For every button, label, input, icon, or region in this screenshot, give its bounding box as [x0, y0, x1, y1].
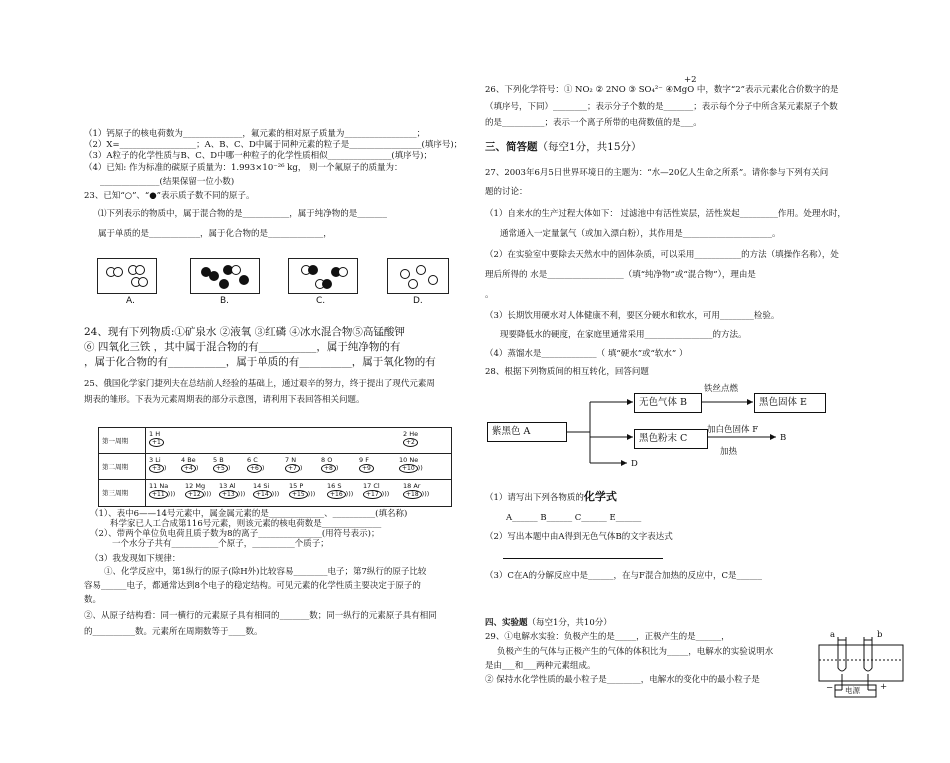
- element-cell: 4 Be +4 ): [181, 456, 199, 472]
- flow-node-e: 黑色固体 E: [754, 393, 826, 413]
- element-cell: 15 P +15 ))): [289, 482, 316, 498]
- q22-line-1: （1）钙原子的核电荷数为______________，氟元素的相对原子质量为_________________；: [84, 129, 426, 139]
- element-cell: 2 He +2: [403, 430, 419, 446]
- q28-part-2: （2）写出本题中由A得到无色气体B的文字表达式: [485, 532, 673, 542]
- period-1-label: 第一周期: [102, 437, 128, 445]
- q25-answer-1: （1）、表中6——14号元素中，属金属元素的是_____________、__________(填名称): [90, 509, 408, 519]
- q27-line-6: 理后所得的 水是__________________（填“纯净物”或“混合物”），理由是: [485, 270, 756, 280]
- q29-line-1: 29、①电解水实验：负极产生的是_____，正极产生的是______，: [485, 632, 730, 642]
- q25-answer-2b: 一个水分子共有___________个原子，__________个质子；: [112, 539, 329, 549]
- element-cell: 16 S +16 ))): [327, 482, 354, 498]
- plus-terminal: +: [880, 682, 888, 692]
- section-3-heading: 三、简答题（每空1分，共15分）: [485, 141, 642, 153]
- q27-line-10: （4）蒸馏水是_____________（ 填“硬水”或“软水” ）: [485, 349, 688, 359]
- q27-line-8: （3）长期饮用硬水对人体健康不利，要区分硬水和软水，可用________检验。: [485, 311, 780, 321]
- flow-label-add: 加白色固体 F: [707, 425, 759, 435]
- q25-rule-5: 的__________数。元素所在周期数等于____数。: [84, 627, 263, 637]
- element-cell: 13 Al +13 ))): [219, 482, 246, 498]
- q22-line-2: （2）X=__________________；A、B、C、D中属于同种元素的粒子是_________________(填序号)；: [84, 140, 463, 150]
- element-cell: 9 F +9: [359, 457, 374, 473]
- q25-rule-3: 数。: [84, 595, 102, 605]
- q28-part-3: （3）C在A的分解反应中是______，在与F混合加热的反应中，C是______: [485, 571, 762, 581]
- element-cell: 7 N +7 ): [285, 456, 303, 472]
- element-cell: 6 C +6 ): [247, 456, 265, 472]
- q25-line-1: 25、俄国化学家门捷列夫在总结前人经验的基础上，通过艰辛的努力，终于提出了现代元素周: [84, 379, 435, 389]
- q25-answer-2: （2）、带两个单位负电荷且质子数为8的离子_______________(用符号表示)；: [90, 529, 380, 539]
- flow-node-a: 紫黑色 A: [487, 422, 567, 442]
- q26-line-2: （填序号，下同）________；表示分子个数的是_______；表示每个分子中所含某元素原子个数: [485, 102, 838, 112]
- tube-a-label: a: [830, 630, 836, 640]
- flow-node-b-2: B: [780, 433, 787, 443]
- period-3-label: 第三周期: [102, 489, 128, 497]
- q24-line-2: ⑥ 四氧化三铁 ，其中属于混合物的有___________，属于纯净物的有: [84, 341, 401, 353]
- q26-line-1: 26、下列化学符号：① NO₂ ② 2NO ③ SO₄²⁻ ④MgO 中，数字“2”表示元素化合价数字的是: [485, 85, 839, 95]
- q27-line-4: 通常通入一定量氯气（或加入漂白粉），其作用是_____________________。: [500, 229, 781, 239]
- q23-line-2: 属于单质的是____________，属于化合物的是_____________，: [98, 229, 332, 239]
- element-cell: 3 Li +3 ): [149, 456, 167, 472]
- flow-node-c: 黑色粉末 C: [634, 429, 708, 449]
- q22-line-3: （3）A粒子的化学性质与B、C、D中哪一种粒子的化学性质相似_______________(填序号)；: [84, 151, 432, 161]
- element-cell: 10 Ne +10 )): [399, 456, 423, 472]
- q24-line-1: 24、现有下列物质:①矿泉水 ②液氧 ③红磷 ④冰水混合物⑤高锰酸钾: [84, 326, 405, 338]
- flow-label-fire: 铁丝点燃: [704, 384, 739, 394]
- element-cell: 5 B +5 ): [213, 456, 231, 472]
- q25-line-2: 期表的雏形。下表为元素周期表的部分示意图，请利用下表回答相关问题。: [84, 395, 365, 405]
- q25-rule-1: ①、化学反应中，第1纵行的原子(除H外)比较容易________电子；第7纵行的原子比较: [104, 567, 427, 577]
- valence-superscript: +2: [684, 75, 697, 85]
- period-2-label: 第二周期: [102, 463, 128, 471]
- q27-line-2: 题的讨论：: [485, 187, 528, 197]
- box-b-label: B.: [220, 296, 230, 306]
- box-d-label: D.: [413, 296, 423, 306]
- q22-line-4: （4）已知: 作为标准的碳原子质量为：1.993×10⁻²⁶ kg， 则一个氟原子的质量为：: [84, 163, 403, 173]
- q27-line-1: 27、2003年6月5日世界环境日的主题为：“水—20亿人生命之所系”。请你参与下列有关问: [485, 168, 829, 178]
- q28-part-1: （1）请写出下列各物质的化学式: [485, 490, 617, 503]
- q27-line-5: （2）在实验室中要除去天然水中的固体杂质，可以采用___________的方法（填操作名称），处: [485, 250, 839, 260]
- box-a-label: A.: [126, 296, 135, 306]
- q25-rule-2: 容易______电子，都通常达到8个电子的稳定结构。可见元素的化学性质主要决定于原子的: [84, 581, 421, 591]
- q25-answer-3: （3）我发现如下规律：: [90, 554, 181, 564]
- q29-line-4: ② 保持水化学性质的最小粒子是________，电解水的变化中的最小粒子是: [485, 675, 760, 685]
- q29-line-3: 是由___和___两种元素组成。: [485, 661, 596, 671]
- box-c-label: C.: [316, 296, 326, 306]
- element-cell: 1 H +1: [149, 431, 164, 447]
- section-4-heading: 四、实验题（每空1分，共10分）: [485, 618, 612, 628]
- flow-node-d: D: [631, 459, 638, 469]
- tube-b-label: b: [877, 630, 883, 640]
- q27-line-9: 现要降低水的硬度，在家庭里通常采用________________的方法。: [500, 330, 747, 340]
- element-cell: 17 Cl +17 ))): [363, 482, 390, 498]
- q28-blanks: A______ B______ C______ E______: [506, 513, 642, 523]
- flow-node-b: 无色气体 B: [634, 393, 702, 413]
- power-source-label: 电源: [845, 686, 860, 695]
- element-cell: 14 Si +14 ))): [253, 482, 280, 498]
- q29-line-2: 负极产生的气体与正极产生的气体的体积比为_____，电解水的实验说明水: [497, 647, 774, 657]
- q22-line-5: ______________(结果保留一位小数): [100, 177, 235, 187]
- q27-line-3: （1）自来水的生产过程大体如下： 过滤池中有活性炭层，活性炭起_________作用。处理水时，: [485, 209, 846, 219]
- element-cell: 12 Mg +12 ))): [185, 482, 212, 498]
- q28-title: 28、根据下列物质间的相互转化，回答问题: [485, 367, 649, 377]
- q27-line-7: 。: [485, 290, 494, 300]
- q26-line-3: 的是__________；表示一个离子所带的电荷数值的是___。: [485, 118, 702, 128]
- flow-label-heat: 加热: [720, 447, 738, 457]
- element-cell: 11 Na +11 ))): [149, 482, 176, 498]
- element-cell: 18 Ar +18 ))): [403, 482, 430, 498]
- q23-title: 23、已知“○”、“●”表示质子数不同的原子。: [84, 191, 255, 201]
- element-cell: 8 O +8 ): [321, 456, 339, 472]
- q25-rule-4: ②、从原子结构看：同一横行的元素原子具有相同的_______数；同一纵行的元素原子具有相同: [84, 611, 437, 621]
- minus-terminal: −: [826, 683, 834, 693]
- q24-line-3: ，属于化合物的有___________，属于单质的有__________，属于氧化物的有: [84, 356, 436, 368]
- q25-answer-1b: 科学家已人工合成第116号元素，则该元素的核电荷数是______________: [110, 519, 382, 529]
- q23-line-1: ⑴下列表示的物质中，属于混合物的是___________，属于纯净物的是_______: [98, 209, 388, 219]
